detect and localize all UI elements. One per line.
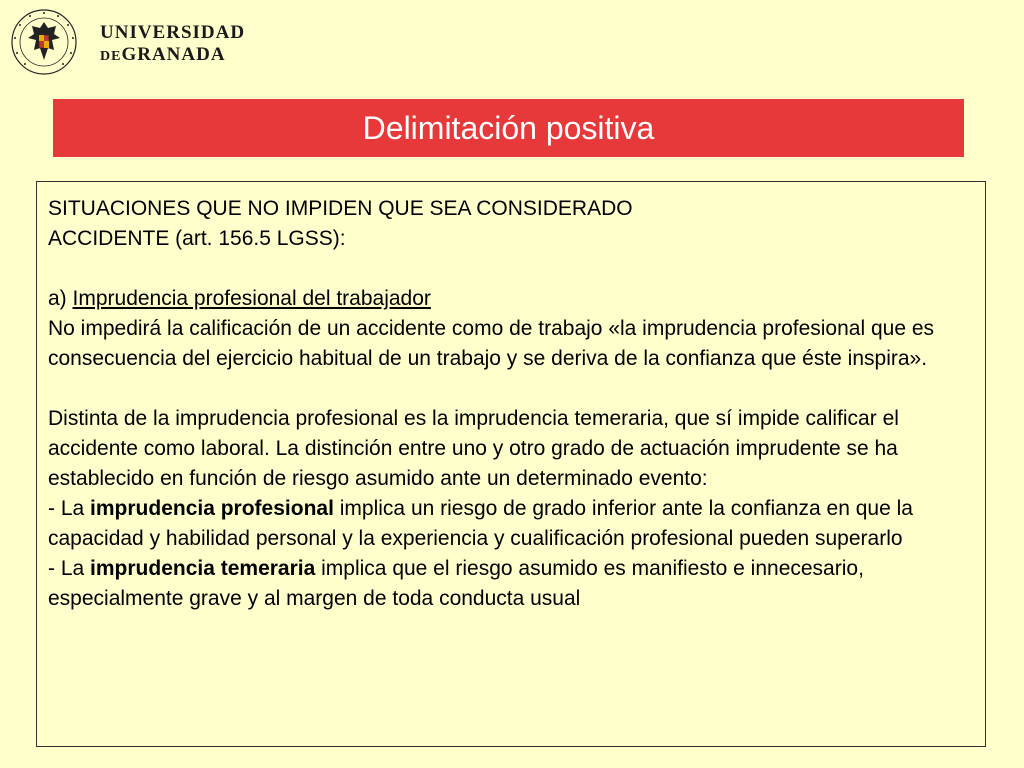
- university-logo: [10, 8, 260, 78]
- bullet-2-text: implica que el riesgo asumido es manifiesto e innecesario, especialmente grave y al margen de toda conducta usual: [48, 557, 864, 610]
- logo-line-1: UNIVERSIDAD: [100, 22, 246, 43]
- bullet-2-prefix: - La: [48, 557, 91, 580]
- university-seal-icon: [10, 8, 78, 76]
- bullet-1-text: implica un riesgo de grado inferior ante la confianza en que la capacidad y habilidad personal y la experiencia y cualificación profesional pueden superarlo: [48, 497, 913, 550]
- slide-title-bar: [53, 99, 964, 157]
- university-wordmark: [100, 22, 245, 68]
- content-box: [36, 181, 986, 747]
- heading-line-1: SITUACIONES QUE NO IMPIDEN QUE SEA CONSIDERADO: [48, 197, 633, 220]
- paragraph-2: Distinta de la imprudencia profesional es la imprudencia temeraria, que sí impide calificar el accidente como laboral. La distinción entre uno y otro grado de actuación imprudente se ha establecido en función de riesgo asumido ante un determinado evento:: [48, 407, 899, 490]
- section-a-heading: [48, 284, 975, 314]
- spacer: [48, 374, 975, 404]
- logo-line-2-prefix: DE: [100, 49, 122, 64]
- bullet-2-term: imprudencia temeraria: [90, 557, 316, 580]
- bullet-1-term: imprudencia profesional: [90, 497, 334, 520]
- bullet-1-prefix: - La: [48, 497, 91, 520]
- slide-title: Delimitación positiva: [362, 109, 655, 146]
- bullet-2: [48, 554, 975, 614]
- logo-line-2: [100, 44, 245, 68]
- section-a-title: Imprudencia profesional del trabajador: [72, 287, 431, 310]
- paragraph-1: No impedirá la calificación de un accidente como de trabajo «la imprudencia profesional que es consecuencia del ejercicio habitual de un trabajo y se deriva de la confianza que éste inspira».: [48, 317, 935, 370]
- heading-line-2: ACCIDENTE (art. 156.5 LGSS):: [48, 227, 346, 250]
- spacer: [48, 254, 975, 284]
- section-a-prefix: a): [48, 287, 73, 310]
- logo-line-2-main: GRANADA: [121, 44, 226, 65]
- bullet-1: [48, 494, 975, 554]
